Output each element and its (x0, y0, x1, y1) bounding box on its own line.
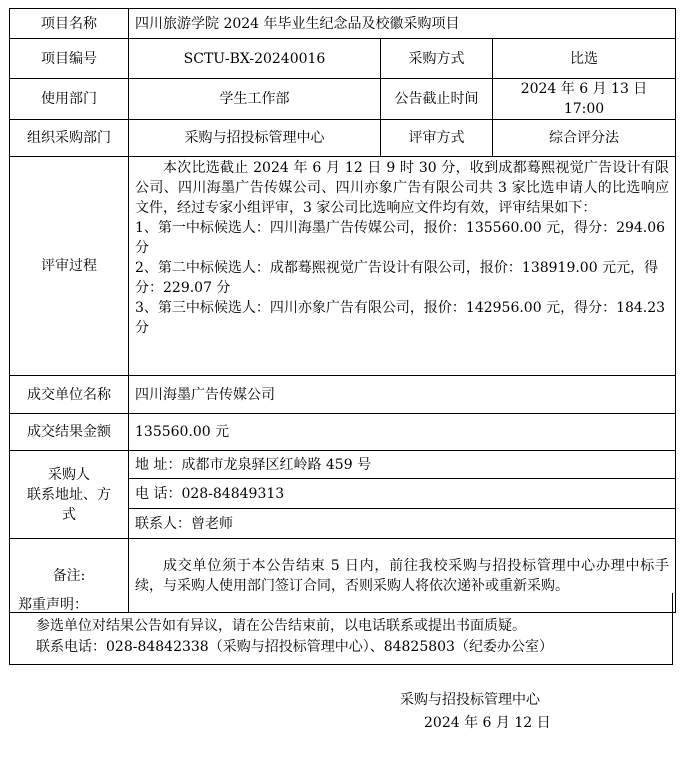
project-name-label: 项目名称 (10, 9, 129, 39)
winner-label: 成交单位名称 (10, 376, 129, 414)
solemn-statement (9, 593, 673, 665)
process-candidate-3: 3、第三中标候选人：四川亦象广告有限公司，报价：142956.00 元，得分：184.23 分 (135, 300, 666, 336)
dept-label: 使用部门 (10, 79, 129, 120)
process-candidate-1: 1、第一中标候选人：四川海墨广告传媒公司，报价：135560.00 元，得分：294.06 分 (135, 220, 666, 256)
review-method-value: 综合评分法 (493, 120, 676, 157)
announcement-table (9, 8, 676, 613)
dept-value: 学生工作部 (129, 79, 381, 120)
footer-date: 2024 年 6 月 12 日 (424, 715, 551, 731)
row-project-no (10, 39, 676, 79)
deadline-value: 2024 年 6 月 13 日 17:00 (493, 79, 676, 120)
process-candidate-2: 2、第二中标候选人：成都蓦熙视觉广告设计有限公司，报价：138919.00 元元，得分：229.07 分 (135, 260, 659, 296)
contact-person: 联系人：曾老师 (129, 509, 676, 539)
remarks-value: 成交单位须于本公告结束 5 日内，前往我校采购与招投标管理中心办理中标手续，与采购人使用部门签订合同，否则采购人将依次递补或重新采购。 (129, 539, 676, 613)
project-no-value: SCTU-BX-20240016 (129, 39, 381, 79)
remarks-label: 备注: (10, 539, 129, 613)
row-address (10, 451, 676, 479)
footer-org: 采购与招投标管理中心 (400, 692, 540, 708)
org-value: 采购与招投标管理中心 (129, 120, 381, 157)
statement-title: 郑重声明： (18, 597, 88, 613)
statement-line-2: 联系电话：028-84842338（采购与招投标管理中心）、84825803（纪委办公室） (36, 639, 553, 655)
amount-value: 135560.00 元 (129, 414, 676, 451)
contact-address: 地 址：成都市龙泉驿区红岭路 459 号 (129, 451, 676, 479)
contact-phone: 电 话：028-84849313 (129, 479, 676, 509)
process-content (129, 157, 676, 376)
row-winner (10, 376, 676, 414)
process-label: 评审过程 (10, 157, 129, 376)
deadline-label: 公告截止时间 (381, 79, 493, 120)
review-method-label: 评审方式 (381, 120, 493, 157)
statement-line-1: 参选单位对结果公告如有异议，请在公告结束前，以电话联系或提出书面质疑。 (36, 618, 526, 634)
row-process (10, 157, 676, 376)
process-intro: 本次比选截止 2024 年 6 月 12 日 9 时 30 分，收到成都蓦熙视觉广告设计有限公司、四川海墨广告传媒公司、四川亦象广告有限公司共 3 家比选申请人的比选响应文件，经过专家小组评审，3 家公司比选响应文件均有效，评审结果如下： (135, 160, 670, 216)
row-org (10, 120, 676, 157)
project-no-label: 项目编号 (10, 39, 129, 79)
method-label: 采购方式 (381, 39, 493, 79)
org-label: 组织采购部门 (10, 120, 129, 157)
winner-value: 四川海墨广告传媒公司 (129, 376, 676, 414)
row-project-name (10, 9, 676, 39)
row-amount (10, 414, 676, 451)
row-dept (10, 79, 676, 120)
method-value: 比选 (493, 39, 676, 79)
amount-label: 成交结果金额 (10, 414, 129, 451)
project-name-value: 四川旅游学院 2024 年毕业生纪念品及校徽采购项目 (129, 9, 676, 39)
contact-label: 采购人 联系地址、方 式 (10, 451, 129, 539)
